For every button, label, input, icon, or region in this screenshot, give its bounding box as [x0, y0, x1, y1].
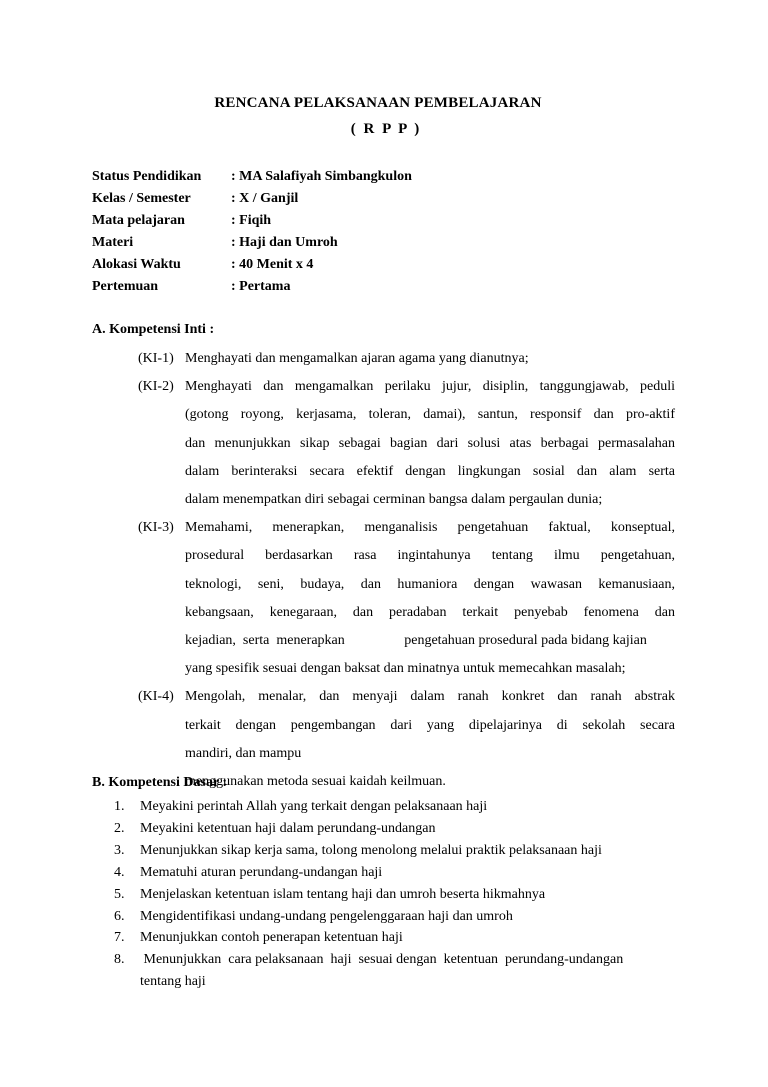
list-number: 2.: [114, 820, 125, 836]
list-item: [114, 862, 674, 884]
section-b-heading: B. Kompetensi Dasar :: [92, 775, 228, 790]
list-text: Meyakini ketentuan haji dalam perundang-undangan: [140, 820, 436, 836]
ki-line: menggunakan metoda sesuai kaidah keilmuan.: [185, 774, 446, 790]
list-text: Menunjukkan sikap kerja sama, tolong menolong melalui praktik pelaksanaan haji: [140, 842, 602, 858]
list-text: Mematuhi aturan perundang-undangan haji: [140, 864, 383, 880]
meta-row: [92, 188, 412, 210]
ki-line: dan menunjukkan sikap sebagai bagian dari solusi atas berbagai permasalahan: [185, 435, 675, 451]
ki-tag: (KI-3): [138, 520, 174, 536]
meta-key: Alokasi Waktu: [92, 257, 181, 272]
meta-value: : 40 Menit x 4: [231, 257, 314, 272]
list-item: [114, 884, 674, 906]
list-text: Menunjukkan cara pelaksanaan haji sesuai dengan ketentuan perundang-undangan: [140, 952, 624, 968]
ki-line: (gotong royong, kerjasama, toleran, damai), santun, responsif dan pro-aktif: [185, 407, 675, 423]
list-text: Menunjukkan contoh penerapan ketentuan haji: [140, 930, 403, 946]
list-item: [114, 949, 674, 993]
ki-line: mandiri, dan mampu: [185, 745, 302, 761]
meta-value: : MA Salafiyah Simbangkulon: [231, 169, 412, 184]
ki-item: [138, 345, 675, 373]
meta-row: [92, 210, 412, 232]
ki-item: [138, 373, 675, 514]
ki-tag: (KI-4): [138, 689, 174, 705]
ki-line: kebangsaan, kenegaraan, dan peradaban terkait penyebab fenomena dan: [185, 604, 675, 620]
ki-item: [138, 514, 675, 683]
list-item: [114, 796, 674, 818]
list-number: 7.: [114, 930, 125, 946]
ki-line: Mengolah, menalar, dan menyaji dalam ranah konkret dan ranah abstrak: [185, 689, 675, 705]
list-item: [114, 927, 674, 949]
ki-tag: (KI-2): [138, 379, 174, 395]
ki-line: kejadian, serta menerapkan pengetahuan prosedural pada bidang kajian: [185, 633, 647, 649]
ki-line: dalam berinteraksi secara efektif dengan lingkungan sosial dan alam serta: [185, 463, 675, 479]
list-item: [114, 818, 674, 840]
list-text-continuation: tentang haji: [140, 974, 206, 990]
list-number: 6.: [114, 908, 125, 924]
list-number: 3.: [114, 842, 125, 858]
meta-value: : Pertama: [231, 279, 291, 294]
list-text: Meyakini perintah Allah yang terkait dengan pelaksanaan haji: [140, 799, 488, 814]
ki-line: terkait dengan pengembangan dari yang dipelajarinya di sekolah secara: [185, 717, 675, 733]
ki-line: teknologi, seni, budaya, dan humaniora dengan wawasan kemanusiaan,: [185, 576, 675, 592]
meta-key: Mata pelajaran: [92, 213, 185, 228]
ki-line: dalam menempatkan diri sebagai cerminan bangsa dalam pergaulan dunia;: [185, 492, 603, 508]
meta-key: Materi: [92, 235, 134, 250]
meta-key: Kelas / Semester: [92, 191, 191, 206]
list-number: 4.: [114, 864, 125, 880]
list-text: Mengidentifikasi undang-undang pengelenggaraan haji dan umroh: [140, 908, 513, 924]
meta-value: : Haji dan Umroh: [231, 235, 338, 250]
list-item: [114, 840, 674, 862]
ki-line: Menghayati dan mengamalkan perilaku jujur, disiplin, tanggungjawab, peduli: [185, 379, 675, 395]
kompetensi-inti-list: [138, 345, 675, 796]
document-title: RENCANA PELAKSANAAN PEMBELAJARAN: [214, 95, 542, 111]
list-number: 8.: [114, 952, 125, 968]
meta-row: [92, 276, 412, 298]
ki-line: yang spesifik sesuai dengan baksat dan minatnya untuk memecahkan masalah;: [185, 661, 626, 677]
list-number: 5.: [114, 886, 125, 902]
meta-table: [92, 166, 412, 298]
ki-line: prosedural berdasarkan rasa ingintahunya tentang ilmu pengetahuan,: [185, 548, 675, 564]
ki-line: Menghayati dan mengamalkan ajaran agama yang dianutnya;: [185, 351, 529, 366]
ki-line: Memahami, menerapkan, menganalisis pengetahuan faktual, konseptual,: [185, 520, 675, 536]
list-text: Menjelaskan ketentuan islam tentang haji dan umroh beserta hikmahnya: [140, 886, 546, 902]
document-subtitle: ( R P P ): [350, 121, 422, 137]
kompetensi-dasar-list: [114, 796, 674, 993]
meta-row: [92, 166, 412, 188]
list-number: 1.: [114, 799, 125, 814]
meta-key: Status Pendidikan: [92, 169, 202, 184]
meta-key: Pertemuan: [92, 279, 159, 294]
section-a-heading: A. Kompetensi Inti :: [92, 322, 215, 337]
meta-value: : X / Ganjil: [231, 191, 299, 206]
list-item: [114, 906, 674, 928]
ki-tag: (KI-1): [138, 351, 174, 366]
meta-row: [92, 232, 412, 254]
meta-value: : Fiqih: [231, 213, 272, 228]
meta-row: [92, 254, 412, 276]
